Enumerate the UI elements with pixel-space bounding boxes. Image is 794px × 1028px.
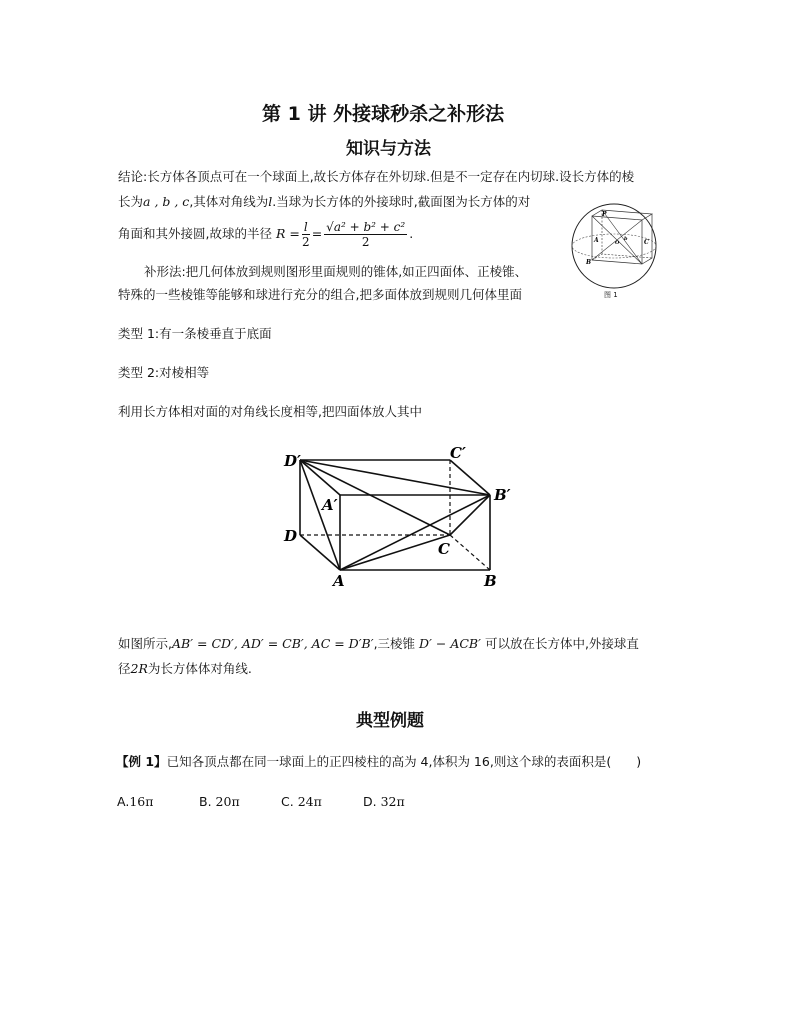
formula-fraction-2-numerator: √a² + b² + c² (326, 219, 406, 234)
explanation-line-1-post: 可以放在长方体中,外接球直 (484, 636, 639, 651)
edge-a-c (340, 535, 450, 570)
type-1-heading: 类型 1:有一条棱垂直于底面 (118, 326, 272, 341)
explanation-pyramid: D′ − ACB′ (419, 636, 481, 651)
conclusion-line-3 (118, 216, 413, 252)
example-1 (116, 756, 641, 769)
figure1-label-b-small: b (624, 236, 628, 242)
option-d (363, 796, 445, 809)
sphere-figure (568, 200, 660, 292)
explanation-line-2 (118, 663, 252, 676)
figure1-label-a: A (594, 237, 599, 244)
option-c-value: 24π (297, 794, 322, 809)
option-b (199, 796, 281, 809)
option-d-value: 32π (380, 794, 405, 809)
vertex-label-d: D (284, 527, 298, 545)
conclusion-line-3-pre: 角面和其外接圆,故球的半径 (118, 225, 272, 241)
option-c-letter: C. (281, 794, 294, 809)
conclusion-line-1: 结论:长方体各顶点可在一个球面上,故长方体存在外切球.但是不一定存在内切球.设长方体的棱 (118, 169, 635, 184)
option-c (281, 796, 363, 809)
type-2-heading: 类型 2:对棱相等 (118, 365, 210, 380)
method-text: 利用长方体相对面的对角线长度相等,把四面体放人其中 (118, 404, 422, 419)
vertex-label-ap: A′ (322, 496, 338, 514)
option-a-value: 16π (129, 794, 154, 809)
option-b-value: 20π (215, 794, 240, 809)
example-1-label: 【例 1】 (116, 754, 167, 769)
option-d-letter: D. (363, 794, 377, 809)
buxing-line-1: 补形法:把几何体放到规则图形里面规则的锥体,如正四面体、正棱锥、 (144, 264, 528, 279)
option-a-letter: A. (117, 794, 130, 809)
page-title: 第 1 讲 外接球秒杀之补形法 (262, 103, 505, 125)
diagonal-variable: l (268, 194, 273, 209)
formula-fraction-1-numerator: l (303, 219, 308, 234)
explanation-line-2-pre: 径 (118, 661, 131, 676)
figure1-label-o: O (615, 240, 620, 246)
section-heading-examples: 典型例题 (356, 711, 424, 731)
vertex-label-b: B (484, 572, 497, 590)
hidden-edge-c-b (450, 535, 490, 570)
section-heading-knowledge: 知识与方法 (346, 139, 431, 159)
formula-lhs: R = (275, 225, 300, 241)
figure1-label-c: C (644, 239, 649, 246)
explanation-line-1-mid: ,三棱锥 (373, 636, 416, 651)
option-b-letter: B. (199, 794, 212, 809)
edge-c-bp (450, 495, 490, 535)
explanation-equalities: AB′ = CD′, AD′ = CB′, AC = D′B′ (171, 636, 374, 651)
formula-equals: = (311, 225, 323, 241)
formula-fraction-2 (324, 221, 407, 248)
vertex-label-a: A (333, 572, 345, 590)
sphere-equator (572, 234, 656, 258)
edge-variables: a , b , c (143, 194, 190, 209)
figure1-label-b: B (586, 259, 592, 266)
figure1-caption: 图 1 (604, 291, 618, 299)
conclusion-line-2-post: .当球为长方体的外接球时,截面图为长方体的对 (272, 194, 531, 209)
buxing-line-2: 特殊的一些棱锥等能够和球进行充分的组合,把多面体放到规则几何体里面 (118, 287, 522, 302)
option-a (117, 796, 199, 809)
example-1-question: 已知各顶点都在同一球面上的正四棱柱的高为 4,体积为 16,则这个球的表面积是( ) (166, 754, 642, 769)
formula-end: . (409, 225, 414, 241)
formula-fraction-2-denominator: 2 (361, 234, 370, 249)
vertex-label-bp: B′ (494, 486, 511, 504)
conclusion-line-2 (118, 196, 530, 209)
explanation-line-1 (118, 638, 639, 651)
figure1-label-p: P (602, 211, 607, 218)
vertex-label-cp: C′ (450, 444, 466, 462)
vertex-label-c: C (438, 540, 450, 558)
conclusion-line-2-mid: ,其体对角线为 (189, 194, 269, 209)
formula-fraction-1-denominator: 2 (301, 234, 310, 249)
edge-dp-bp (300, 460, 490, 495)
vertex-label-dp: D′ (284, 452, 301, 470)
example-1-options (117, 796, 445, 809)
explanation-line-2-post: 为长方体体对角线. (147, 661, 252, 676)
explanation-2r: 2R (130, 661, 148, 676)
conclusion-line-2-pre: 长为 (118, 194, 144, 209)
sphere-outline (572, 204, 656, 288)
formula-fraction-1 (302, 221, 310, 248)
explanation-line-1-pre: 如图所示, (118, 636, 172, 651)
edge-a-bp (340, 495, 490, 570)
cuboid-figure (278, 438, 518, 590)
edge-cp-bp (450, 460, 490, 495)
